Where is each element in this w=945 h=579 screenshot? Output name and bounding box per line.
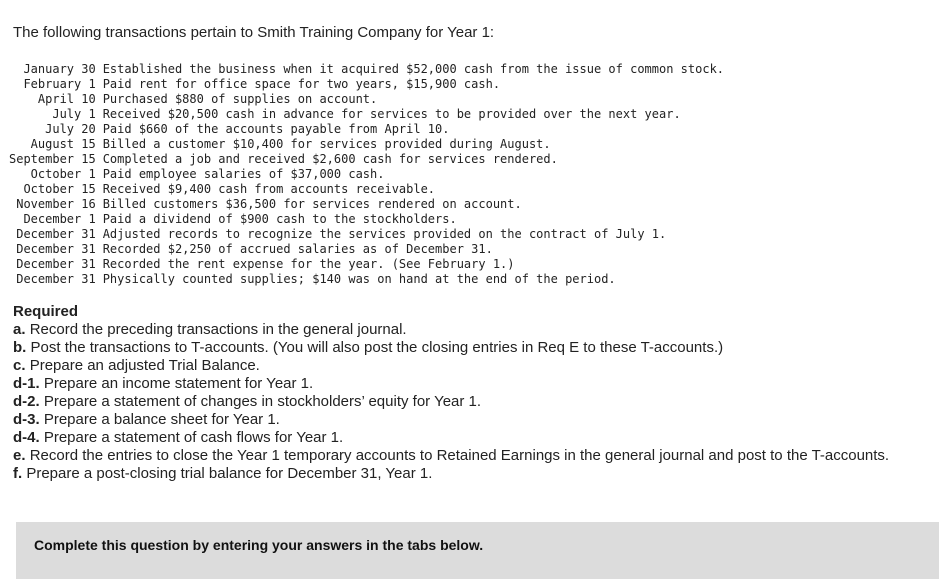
transaction-row [9,242,724,257]
requirement-label: e. [13,447,26,464]
transaction-description: Received $20,500 cash in advance for services to be provided over the next year. [102,107,681,121]
transaction-row [9,167,724,182]
requirements-list [13,321,889,483]
requirement-item [13,411,889,429]
transaction-row [9,62,724,77]
answer-instructions-text: Complete this question by entering your answers in the tabs below. [34,537,484,553]
required-heading: Required [13,303,79,320]
requirement-item [13,465,889,483]
requirement-item [13,339,889,357]
requirement-item [13,447,889,465]
transaction-description: Billed customers $36,500 for services rendered on account. [102,197,522,211]
transaction-description: Purchased $880 of supplies on account. [102,92,378,106]
transaction-description: Paid employee salaries of $37,000 cash. [102,167,385,181]
transaction-row [9,212,724,227]
requirement-item [13,375,889,393]
transaction-description: Recorded the rent expense for the year. (See February 1.) [102,257,515,271]
requirement-text: Post the transactions to T-accounts. (You will also post the closing entries in Req E to these T-accounts.) [30,339,724,356]
transaction-description: Received $9,400 cash from accounts receivable. [102,182,436,196]
requirement-label: d-4. [13,429,40,446]
transaction-date: October 1 [30,167,96,181]
requirement-item [13,321,889,339]
transaction-date: December 31 [16,227,96,241]
transaction-date: September 15 [9,152,96,166]
transaction-row [9,227,724,242]
transaction-date: December 31 [16,257,96,271]
required-section [13,303,889,483]
transaction-description: Completed a job and received $2,600 cash for services rendered. [102,152,558,166]
requirement-text: Prepare a post-closing trial balance for December 31, Year 1. [26,465,433,482]
transaction-date: November 16 [16,197,96,211]
transaction-date: July 20 [45,122,96,136]
transaction-date: February 1 [23,77,96,91]
transaction-row [9,122,724,137]
transaction-description: Billed a customer $10,400 for services provided during August. [102,137,551,151]
answer-instructions-box [16,522,939,579]
requirement-item [13,357,889,375]
requirement-text: Prepare a statement of cash flows for Year 1. [43,429,344,446]
requirement-text: Prepare an income statement for Year 1. [43,375,314,392]
transactions-table [9,62,724,287]
requirement-label: a. [13,321,26,338]
transaction-row [9,137,724,152]
requirement-label: c. [13,357,26,374]
transaction-date: December 1 [23,212,96,226]
requirement-label: b. [13,339,27,356]
transaction-date: April 10 [37,92,96,106]
transaction-date: December 31 [16,272,96,286]
intro-text: The following transactions pertain to Smith Training Company for Year 1: [13,24,495,41]
transaction-date: January 30 [23,62,96,76]
transaction-description: Recorded $2,250 of accrued salaries as of December 31. [102,242,493,256]
transaction-date: August 15 [30,137,96,151]
transaction-description: Paid rent for office space for two years, $15,900 cash. [102,77,501,91]
transaction-row [9,92,724,107]
transaction-description: Paid a dividend of $900 cash to the stockholders. [102,212,457,226]
requirement-text: Record the entries to close the Year 1 temporary accounts to Retained Earnings in the general journal and post to the T-accounts. [29,447,890,464]
requirement-label: f. [13,465,23,482]
transaction-row [9,152,724,167]
transaction-description: Physically counted supplies; $140 was on hand at the end of the period. [102,272,616,286]
transaction-date: October 15 [23,182,96,196]
requirement-text: Record the preceding transactions in the general journal. [29,321,407,338]
requirement-label: d-1. [13,375,40,392]
transaction-date: December 31 [16,242,96,256]
transaction-row [9,182,724,197]
requirement-text: Prepare a statement of changes in stockholders’ equity for Year 1. [43,393,482,410]
transaction-description: Established the business when it acquired $52,000 cash from the issue of common stock. [102,62,725,76]
transaction-row [9,257,724,272]
transaction-row [9,197,724,212]
requirement-item [13,393,889,411]
transaction-date: July 1 [52,107,96,121]
requirement-item [13,429,889,447]
transaction-row [9,107,724,122]
transaction-row [9,77,724,92]
transaction-row [9,272,724,287]
transaction-description: Paid $660 of the accounts payable from April 10. [102,122,450,136]
requirement-label: d-2. [13,393,40,410]
requirement-label: d-3. [13,411,40,428]
requirement-text: Prepare a balance sheet for Year 1. [43,411,280,428]
transaction-description: Adjusted records to recognize the services provided on the contract of July 1. [102,227,667,241]
requirement-text: Prepare an adjusted Trial Balance. [29,357,260,374]
